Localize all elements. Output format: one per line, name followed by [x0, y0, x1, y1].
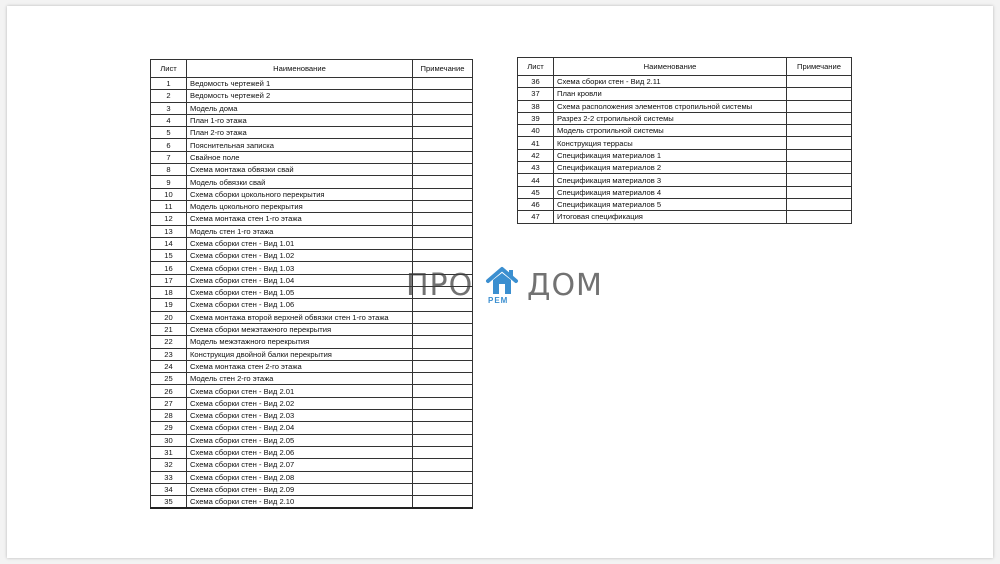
- table-row: [151, 348, 473, 360]
- sheet-number-cell: 25: [151, 373, 187, 385]
- note-cell: [413, 385, 473, 397]
- drawing-name-cell: Схема сборки стен - Вид 2.07: [187, 459, 413, 471]
- header-sheet: Лист: [518, 58, 554, 76]
- note-cell: [413, 200, 473, 212]
- sheet-number-cell: 37: [518, 88, 554, 100]
- table-row: [518, 112, 852, 124]
- table-header-row: [151, 60, 473, 78]
- sheet-number-cell: 29: [151, 422, 187, 434]
- drawing-name-cell: Конструкция двойной балки перекрытия: [187, 348, 413, 360]
- drawing-name-cell: Схема сборки стен - Вид 2.10: [187, 496, 413, 509]
- table-row: [151, 200, 473, 212]
- table-row: [151, 373, 473, 385]
- note-cell: [413, 151, 473, 163]
- note-cell: [787, 100, 852, 112]
- header-sheet: Лист: [151, 60, 187, 78]
- note-cell: [413, 176, 473, 188]
- table-row: [151, 459, 473, 471]
- note-cell: [413, 225, 473, 237]
- sheet-number-cell: 8: [151, 164, 187, 176]
- sheet-number-cell: 34: [151, 483, 187, 495]
- note-cell: [413, 311, 473, 323]
- note-cell: [413, 336, 473, 348]
- note-cell: [787, 88, 852, 100]
- drawing-name-cell: Спецификация материалов 2: [554, 162, 787, 174]
- table-row: [518, 149, 852, 161]
- logo-word-dom: ДОМ: [527, 268, 603, 303]
- sheet-number-cell: 6: [151, 139, 187, 151]
- drawing-name-cell: Схема сборки стен - Вид 2.02: [187, 397, 413, 409]
- table-row: [151, 471, 473, 483]
- drawing-name-cell: Схема сборки стен - Вид 2.06: [187, 446, 413, 458]
- drawing-name-cell: Схема сборки межэтажного перекрытия: [187, 323, 413, 335]
- header-note: Примечание: [413, 60, 473, 78]
- note-cell: [787, 76, 852, 88]
- sheet-number-cell: 17: [151, 274, 187, 286]
- note-cell: [413, 237, 473, 249]
- sheet-number-cell: 23: [151, 348, 187, 360]
- note-cell: [413, 139, 473, 151]
- drawing-name-cell: Схема сборки стен - Вид 2.01: [187, 385, 413, 397]
- note-cell: [413, 188, 473, 200]
- note-cell: [413, 102, 473, 114]
- note-cell: [413, 483, 473, 495]
- drawing-name-cell: Схема сборки стен - Вид 2.03: [187, 410, 413, 422]
- note-cell: [787, 198, 852, 210]
- drawing-name-cell: Схема монтажа стен 1-го этажа: [187, 213, 413, 225]
- sheet-number-cell: 40: [518, 125, 554, 137]
- note-cell: [413, 434, 473, 446]
- drawing-name-cell: Схема монтажа обвязки свай: [187, 164, 413, 176]
- table-row: [151, 311, 473, 323]
- table-row: [151, 139, 473, 151]
- table-row: [151, 410, 473, 422]
- sheet-number-cell: 16: [151, 262, 187, 274]
- table-row: [151, 397, 473, 409]
- sheet-number-cell: 41: [518, 137, 554, 149]
- note-cell: [413, 360, 473, 372]
- table-row: [151, 213, 473, 225]
- table-row: [518, 76, 852, 88]
- table-row: [151, 336, 473, 348]
- logo-word-pro: ПРО: [406, 268, 474, 303]
- drawing-name-cell: Модель обвязки свай: [187, 176, 413, 188]
- drawing-sheet: [7, 6, 993, 558]
- table-row: [151, 151, 473, 163]
- drawing-name-cell: Схема сборки стен - Вид 1.03: [187, 262, 413, 274]
- sheet-number-cell: 26: [151, 385, 187, 397]
- drawing-name-cell: Модель стен 2-го этажа: [187, 373, 413, 385]
- sheet-number-cell: 7: [151, 151, 187, 163]
- note-cell: [413, 323, 473, 335]
- table-row: [151, 434, 473, 446]
- drawing-name-cell: Модель цокольного перекрытия: [187, 200, 413, 212]
- table-row: [518, 88, 852, 100]
- note-cell: [787, 211, 852, 223]
- drawing-name-cell: Схема монтажа стен 2-го этажа: [187, 360, 413, 372]
- note-cell: [787, 149, 852, 161]
- table-row: [151, 127, 473, 139]
- sheet-number-cell: 22: [151, 336, 187, 348]
- note-cell: [413, 397, 473, 409]
- table-row: [151, 237, 473, 249]
- table-row: [518, 174, 852, 186]
- sheet-number-cell: 33: [151, 471, 187, 483]
- note-cell: [413, 78, 473, 90]
- sheet-number-cell: 47: [518, 211, 554, 223]
- note-cell: [787, 112, 852, 124]
- drawing-name-cell: Схема сборки стен - Вид 1.04: [187, 274, 413, 286]
- sheet-number-cell: 9: [151, 176, 187, 188]
- sheet-number-cell: 3: [151, 102, 187, 114]
- sheet-number-cell: 24: [151, 360, 187, 372]
- drawing-name-cell: Модель межэтажного перекрытия: [187, 336, 413, 348]
- table-row: [151, 78, 473, 90]
- drawing-name-cell: Схема расположения элементов стропильной системы: [554, 100, 787, 112]
- house-icon: [485, 266, 519, 296]
- header-note: Примечание: [787, 58, 852, 76]
- note-cell: [787, 174, 852, 186]
- note-cell: [413, 471, 473, 483]
- table-row: [151, 90, 473, 102]
- drawing-name-cell: Схема сборки стен - Вид 2.08: [187, 471, 413, 483]
- table-row: [518, 186, 852, 198]
- note-cell: [787, 137, 852, 149]
- drawing-name-cell: Модель стропильной системы: [554, 125, 787, 137]
- note-cell: [413, 410, 473, 422]
- drawing-name-cell: Спецификация материалов 4: [554, 186, 787, 198]
- logo-subtitle: РЕМ: [488, 296, 509, 305]
- drawing-name-cell: Разрез 2-2 стропильной системы: [554, 112, 787, 124]
- sheet-number-cell: 5: [151, 127, 187, 139]
- sheet-number-cell: 14: [151, 237, 187, 249]
- table-row: [518, 137, 852, 149]
- table-row: [151, 250, 473, 262]
- table-row: [151, 102, 473, 114]
- note-cell: [787, 162, 852, 174]
- drawings-register-table-right: [517, 57, 852, 224]
- note-cell: [413, 373, 473, 385]
- sheet-number-cell: 43: [518, 162, 554, 174]
- table-row: [151, 225, 473, 237]
- drawing-name-cell: Схема сборки стен - Вид 2.04: [187, 422, 413, 434]
- sheet-number-cell: 4: [151, 114, 187, 126]
- sheet-number-cell: 31: [151, 446, 187, 458]
- table-row: [151, 323, 473, 335]
- sheet-number-cell: 27: [151, 397, 187, 409]
- drawing-name-cell: Пояснительная записка: [187, 139, 413, 151]
- sheet-number-cell: 46: [518, 198, 554, 210]
- sheet-number-cell: 28: [151, 410, 187, 422]
- drawing-name-cell: План 1-го этажа: [187, 114, 413, 126]
- drawing-name-cell: Ведомость чертежей 1: [187, 78, 413, 90]
- note-cell: [787, 125, 852, 137]
- table-row: [151, 176, 473, 188]
- drawing-name-cell: План кровли: [554, 88, 787, 100]
- sheet-number-cell: 10: [151, 188, 187, 200]
- drawing-name-cell: Схема сборки стен - Вид 1.05: [187, 287, 413, 299]
- drawing-name-cell: Схема сборки цокольного перекрытия: [187, 188, 413, 200]
- sheet-number-cell: 20: [151, 311, 187, 323]
- table-row: [518, 198, 852, 210]
- sheet-number-cell: 30: [151, 434, 187, 446]
- drawing-name-cell: Схема сборки стен - Вид 2.11: [554, 76, 787, 88]
- drawing-name-cell: План 2-го этажа: [187, 127, 413, 139]
- sheet-number-cell: 21: [151, 323, 187, 335]
- table-row: [151, 164, 473, 176]
- table-row: [518, 100, 852, 112]
- note-cell: [413, 90, 473, 102]
- drawing-name-cell: Конструкция террасы: [554, 137, 787, 149]
- table-row: [151, 385, 473, 397]
- sheet-number-cell: 19: [151, 299, 187, 311]
- sheet-number-cell: 45: [518, 186, 554, 198]
- sheet-number-cell: 11: [151, 200, 187, 212]
- drawing-name-cell: Итоговая спецификация: [554, 211, 787, 223]
- sheet-number-cell: 44: [518, 174, 554, 186]
- sheet-number-cell: 39: [518, 112, 554, 124]
- sheet-number-cell: 15: [151, 250, 187, 262]
- table-header-row: [518, 58, 852, 76]
- header-name: Наименование: [554, 58, 787, 76]
- table-row: [518, 211, 852, 223]
- drawing-name-cell: Спецификация материалов 3: [554, 174, 787, 186]
- drawing-name-cell: Ведомость чертежей 2: [187, 90, 413, 102]
- table-row: [151, 114, 473, 126]
- note-cell: [413, 422, 473, 434]
- note-cell: [787, 186, 852, 198]
- note-cell: [413, 496, 473, 509]
- drawing-name-cell: Схема сборки стен - Вид 1.06: [187, 299, 413, 311]
- note-cell: [413, 459, 473, 471]
- sheet-number-cell: 38: [518, 100, 554, 112]
- sheet-number-cell: 13: [151, 225, 187, 237]
- note-cell: [413, 164, 473, 176]
- drawing-name-cell: Модель стен 1-го этажа: [187, 225, 413, 237]
- drawing-name-cell: Схема сборки стен - Вид 2.05: [187, 434, 413, 446]
- note-cell: [413, 250, 473, 262]
- table-row: [518, 125, 852, 137]
- table-row: [151, 446, 473, 458]
- sheet-number-cell: 2: [151, 90, 187, 102]
- note-cell: [413, 114, 473, 126]
- table-row: [151, 188, 473, 200]
- sheet-number-cell: 36: [518, 76, 554, 88]
- drawing-name-cell: Спецификация материалов 5: [554, 198, 787, 210]
- sheet-number-cell: 32: [151, 459, 187, 471]
- drawing-name-cell: Схема монтажа второй верхней обвязки стен 1-го этажа: [187, 311, 413, 323]
- sheet-number-cell: 1: [151, 78, 187, 90]
- table-row: [151, 360, 473, 372]
- drawing-name-cell: Схема сборки стен - Вид 1.02: [187, 250, 413, 262]
- sheet-number-cell: 12: [151, 213, 187, 225]
- drawing-name-cell: Схема сборки стен - Вид 2.09: [187, 483, 413, 495]
- table-row: [151, 483, 473, 495]
- prodom-watermark-logo: [402, 264, 612, 310]
- sheet-number-cell: 18: [151, 287, 187, 299]
- note-cell: [413, 446, 473, 458]
- right-table-body: [518, 76, 852, 224]
- sheet-number-cell: 35: [151, 496, 187, 509]
- drawing-name-cell: Свайное поле: [187, 151, 413, 163]
- header-name: Наименование: [187, 60, 413, 78]
- drawing-name-cell: Модель дома: [187, 102, 413, 114]
- table-row: [151, 496, 473, 509]
- note-cell: [413, 348, 473, 360]
- sheet-number-cell: 42: [518, 149, 554, 161]
- drawing-name-cell: Спецификация материалов 1: [554, 149, 787, 161]
- table-row: [518, 162, 852, 174]
- note-cell: [413, 127, 473, 139]
- table-row: [151, 422, 473, 434]
- drawing-name-cell: Схема сборки стен - Вид 1.01: [187, 237, 413, 249]
- note-cell: [413, 213, 473, 225]
